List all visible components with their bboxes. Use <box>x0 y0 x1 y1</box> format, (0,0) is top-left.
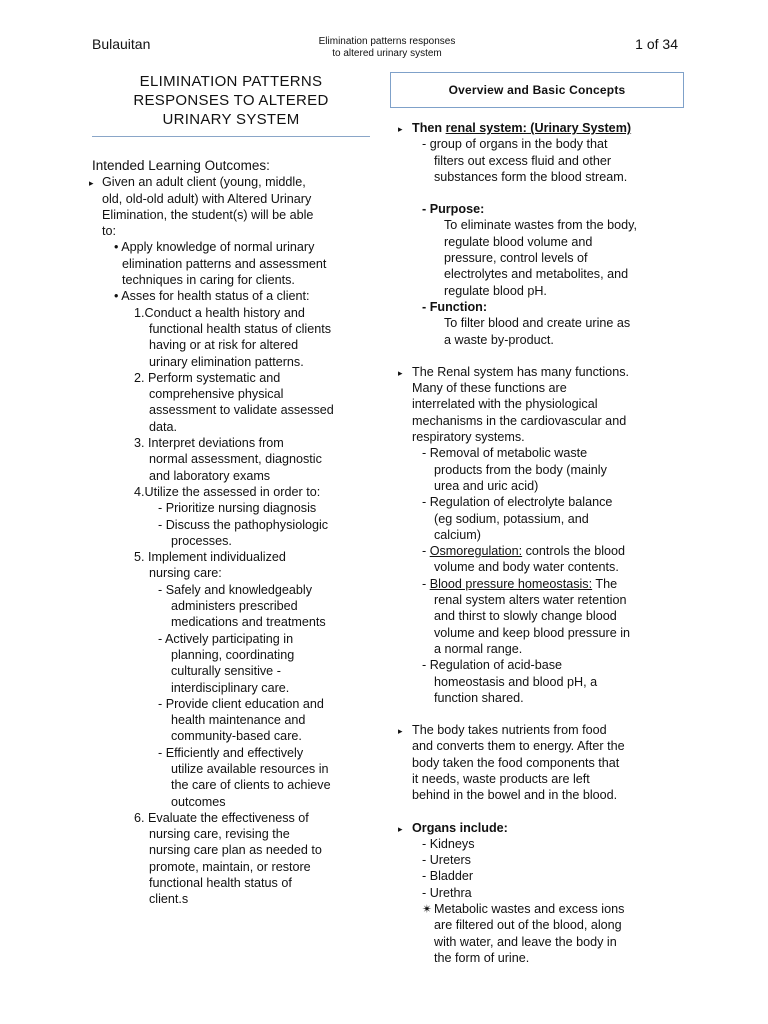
text-line: it needs, waste products are left <box>412 771 590 786</box>
header-doc-title-line1: Elimination patterns responses <box>318 36 456 47</box>
bullet-arrow-icon: ▸ <box>89 178 94 189</box>
text-line: medications and treatments <box>171 615 326 630</box>
text-line: function shared. <box>434 690 524 705</box>
text-line: administers prescribed <box>171 599 298 614</box>
text-line: - Removal of metabolic waste <box>422 446 588 461</box>
bp-homeostasis-term: Blood pressure homeostasis: <box>429 576 593 591</box>
text-line: functional health status of <box>149 876 292 891</box>
organs-label: Organs include: <box>412 820 508 835</box>
text-line: interdisciplinary care. <box>171 680 290 695</box>
organs-note-lines <box>434 901 688 966</box>
text-line: respiratory systems. <box>412 430 525 445</box>
renal-system-prefix: Then <box>412 121 446 135</box>
text-line: and converts them to energy. After the <box>412 739 625 754</box>
renal-functions-intro-lines <box>412 364 688 445</box>
text-line: 1.Conduct a health history and <box>134 305 305 320</box>
text-line: the form of urine. <box>434 950 530 965</box>
osmoregulation-cont <box>422 559 688 575</box>
outcome-5a <box>92 582 382 631</box>
text-line: the care of clients to achieve <box>171 778 331 793</box>
outcome-2 <box>92 370 382 435</box>
text-line: culturally sensitive - <box>171 664 281 679</box>
text-line: old, old-old adult) with Altered Urinary <box>102 191 312 206</box>
text-line: techniques in caring for clients. <box>122 273 295 288</box>
renal-function-5 <box>398 657 688 706</box>
text-line: urea and uric acid) <box>434 478 539 493</box>
renal-system-heading <box>398 120 688 136</box>
renal-function-4: - Blood pressure homeostasis: The renal system alters water retention and thirst to slowly change blood volume and keep blood pressure in a normal range. <box>398 576 688 657</box>
text-line: processes. <box>171 533 232 548</box>
text-line: functional health status of clients <box>149 321 332 336</box>
text-line: 3. Interpret deviations from <box>134 436 284 451</box>
text-line: community-based care. <box>171 729 302 744</box>
outcome-1 <box>92 305 382 370</box>
overview-content <box>398 120 688 966</box>
text-line: elimination patterns and assessment <box>122 256 327 271</box>
text-line: calcium) <box>434 527 481 542</box>
text-line: filters out excess fluid and other <box>434 153 612 168</box>
header-author: Bulauitan <box>92 36 151 52</box>
text-line: 5. Implement individualized <box>134 550 286 565</box>
text-line: substances form the blood stream. <box>434 169 628 184</box>
organs-heading <box>398 820 688 836</box>
outcome-apply-knowledge <box>92 239 382 288</box>
text-line: pressure, control levels of <box>444 251 588 266</box>
purpose-text <box>398 217 688 298</box>
text-line: data. <box>149 419 178 434</box>
text-line: are filtered out of the blood, along <box>434 918 622 933</box>
text-line: assessment to validate assessed <box>149 403 334 418</box>
text-line: planning, coordinating <box>171 647 295 662</box>
text-line: - Kidneys <box>422 836 475 851</box>
text-line: volume and keep blood pressure in <box>434 625 631 640</box>
outcome-4 <box>92 484 382 500</box>
outcome-3 <box>92 435 382 484</box>
outcome-assess-health <box>92 288 382 304</box>
osmoregulation-rest: controls the blood <box>522 544 626 559</box>
organs-list <box>398 836 688 901</box>
text-line: a normal range. <box>434 641 523 656</box>
text-line: • Asses for health status of a client: <box>114 289 310 304</box>
text-line: - Safely and knowledgeably <box>158 582 313 597</box>
renal-function-1 <box>398 445 688 494</box>
text-line: - Provide client education and <box>158 696 324 711</box>
text-line: behind in the bowel and in the blood. <box>412 788 618 803</box>
outcomes-intro-lines <box>102 174 382 239</box>
text-line: To eliminate wastes from the body, <box>444 218 637 233</box>
text-line: (eg sodium, potassium, and <box>434 511 589 526</box>
text-line: The body takes nutrients from food <box>412 723 607 738</box>
learning-outcomes-heading: Intended Learning Outcomes: <box>92 158 270 173</box>
text-line: volume and body water contents. <box>434 560 619 575</box>
text-line: nursing care: <box>149 566 222 581</box>
text-line: interrelated with the physiological <box>412 397 598 412</box>
text-line: and thirst to slowly change blood <box>434 609 617 624</box>
text-line: Given an adult client (young, middle, <box>102 175 306 190</box>
text-line: - Discuss the pathophysiologic <box>158 517 329 532</box>
outcome-5 <box>92 549 382 582</box>
function-text <box>398 315 688 348</box>
text-line: with water, and leave the body in <box>434 934 617 949</box>
header-doc-title <box>292 36 482 60</box>
outcome-4b <box>92 517 382 550</box>
text-line: nursing care plan as needed to <box>149 843 322 858</box>
text-line: a waste by-product. <box>444 332 554 347</box>
overview-section-box <box>390 72 684 108</box>
text-line: - Bladder <box>422 869 474 884</box>
text-line: nursing care, revising the <box>149 827 290 842</box>
page-title-line2: RESPONSES TO ALTERED <box>133 92 329 109</box>
text-line: The Renal system has many functions. <box>412 364 629 379</box>
bp-homeostasis-cont <box>422 592 688 657</box>
star-icon: ✴ <box>422 902 433 917</box>
text-line: 6. Evaluate the effectiveness of <box>134 810 309 825</box>
nutrients-lines <box>412 722 688 803</box>
text-line: products from the body (mainly <box>434 462 607 477</box>
text-line: regulate blood volume and <box>444 234 593 249</box>
learning-outcomes-section <box>89 158 382 908</box>
text-line: normal assessment, diagnostic <box>149 452 322 467</box>
text-line: regulate blood pH. <box>444 283 547 298</box>
text-line: urinary elimination patterns. <box>149 354 304 369</box>
text-line: electrolytes and metabolites, and <box>444 267 629 282</box>
text-line: to: <box>102 224 117 239</box>
renal-system-definition <box>398 136 688 185</box>
renal-system-link: renal system: (Urinary System) <box>445 121 632 135</box>
bp-homeostasis-rest: The <box>592 576 618 591</box>
text-line: 4.Utilize the assessed in order to: <box>134 484 321 499</box>
text-line: health maintenance and <box>171 713 306 728</box>
page-title-line1: ELIMINATION PATTERNS <box>139 73 323 90</box>
text-line: - Ureters <box>422 853 471 868</box>
text-line: Many of these functions are <box>412 381 567 396</box>
header-page-number: 1 of 34 <box>635 36 678 52</box>
renal-function-3: - Osmoregulation: controls the blood volume and body water contents. <box>398 543 688 576</box>
text-line: 2. Perform systematic and <box>134 370 281 385</box>
text-line: mechanisms in the cardiovascular and <box>412 413 627 428</box>
text-line: - group of organs in the body that <box>422 137 608 152</box>
purpose-label: - Purpose: <box>422 202 485 217</box>
bullet-arrow-icon: ▸ <box>398 823 403 834</box>
bullet-arrow-icon: ▸ <box>398 124 403 134</box>
text-line: body taken the food components that <box>412 755 620 770</box>
text-line: promote, maintain, or restore <box>149 859 311 874</box>
outcome-4a <box>92 500 382 516</box>
outcome-5b <box>92 631 382 696</box>
text-line: - Urethra <box>422 885 472 900</box>
text-line: - Regulation of electrolyte balance <box>422 495 613 510</box>
title-divider <box>92 136 370 137</box>
text-line: and laboratory exams <box>149 468 271 483</box>
text-line: outcomes <box>171 794 226 809</box>
outcome-6 <box>92 810 382 908</box>
text-line: - Efficiently and effectively <box>158 745 304 760</box>
text-line: - Actively participating in <box>158 631 294 646</box>
osmoregulation-term: Osmoregulation: <box>429 544 523 559</box>
text-line: renal system alters water retention <box>434 593 627 608</box>
text-line: Metabolic wastes and excess ions <box>434 902 625 917</box>
text-line: • Apply knowledge of normal urinary <box>114 240 315 255</box>
text-line: client.s <box>149 892 189 907</box>
text-line: - Prioritize nursing diagnosis <box>158 501 317 516</box>
text-line: comprehensive physical <box>149 387 284 402</box>
function-label: - Function: <box>422 299 488 314</box>
renal-function-2 <box>398 494 688 543</box>
outcome-5c <box>92 696 382 745</box>
bullet-arrow-icon: ▸ <box>398 367 403 378</box>
text-line: homeostasis and blood pH, a <box>434 674 598 689</box>
overview-section-title: Overview and Basic Concepts <box>448 83 626 97</box>
outcome-5d <box>92 745 382 810</box>
text-line: having or at risk for altered <box>149 338 299 353</box>
text-line: Elimination, the student(s) will be able <box>102 207 314 222</box>
nutrients-paragraph <box>398 722 688 803</box>
outcomes-intro <box>89 174 382 239</box>
page-title <box>92 72 370 129</box>
renal-functions-intro <box>398 364 688 445</box>
text-line: To filter blood and create urine as <box>444 316 631 331</box>
bullet-arrow-icon: ▸ <box>398 726 403 737</box>
header-doc-title-line2: to altered urinary system <box>332 48 442 59</box>
page-title-line3: URINARY SYSTEM <box>162 111 300 128</box>
organs-note <box>398 901 688 966</box>
text-line: utilize available resources in <box>171 761 329 776</box>
text-line: - Regulation of acid-base <box>422 658 563 673</box>
